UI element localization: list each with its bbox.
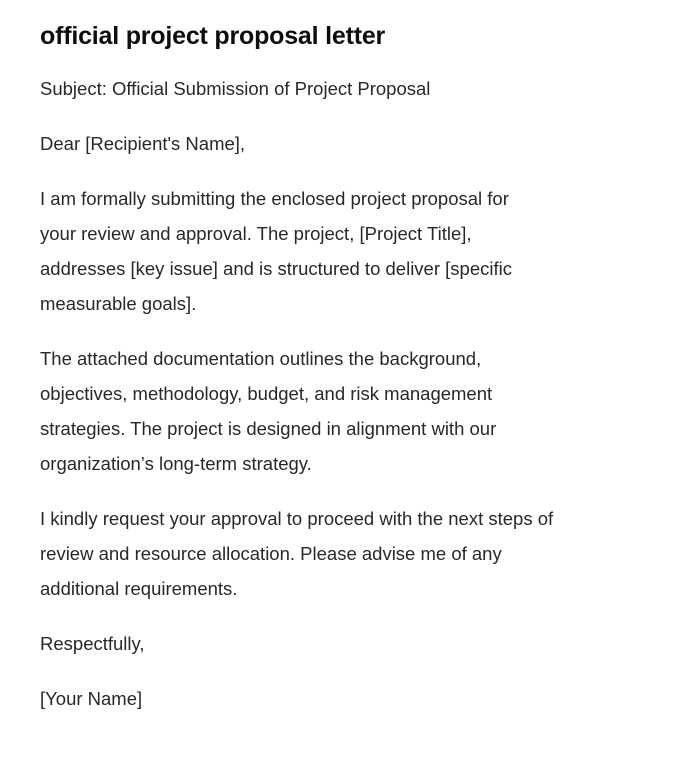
paragraph: Respectfully, (40, 633, 145, 654)
page-title: official project proposal letter (40, 22, 386, 50)
paragraph: Dear [Recipient's Name], (40, 133, 246, 154)
paragraph: [Your Name] (40, 688, 143, 709)
paragraph: The attached documentation outlines the background, objectives, methodology, budget, and risk management strategies. The project is designed in alignment with our organization’s long-term strategy. (40, 348, 497, 474)
paragraph: I am formally submitting the enclosed project proposal for your review and approval. The project, [Project Title], addresses [key issue] and is structured to deliver [specific measurable goals]. (40, 188, 512, 314)
paragraph: I kindly request your approval to proceed with the next steps of review and resource allocation. Please advise me of any additional requirements. (40, 508, 554, 599)
paragraph: Subject: Official Submission of Project Proposal (40, 78, 431, 99)
letter-body (40, 71, 660, 716)
